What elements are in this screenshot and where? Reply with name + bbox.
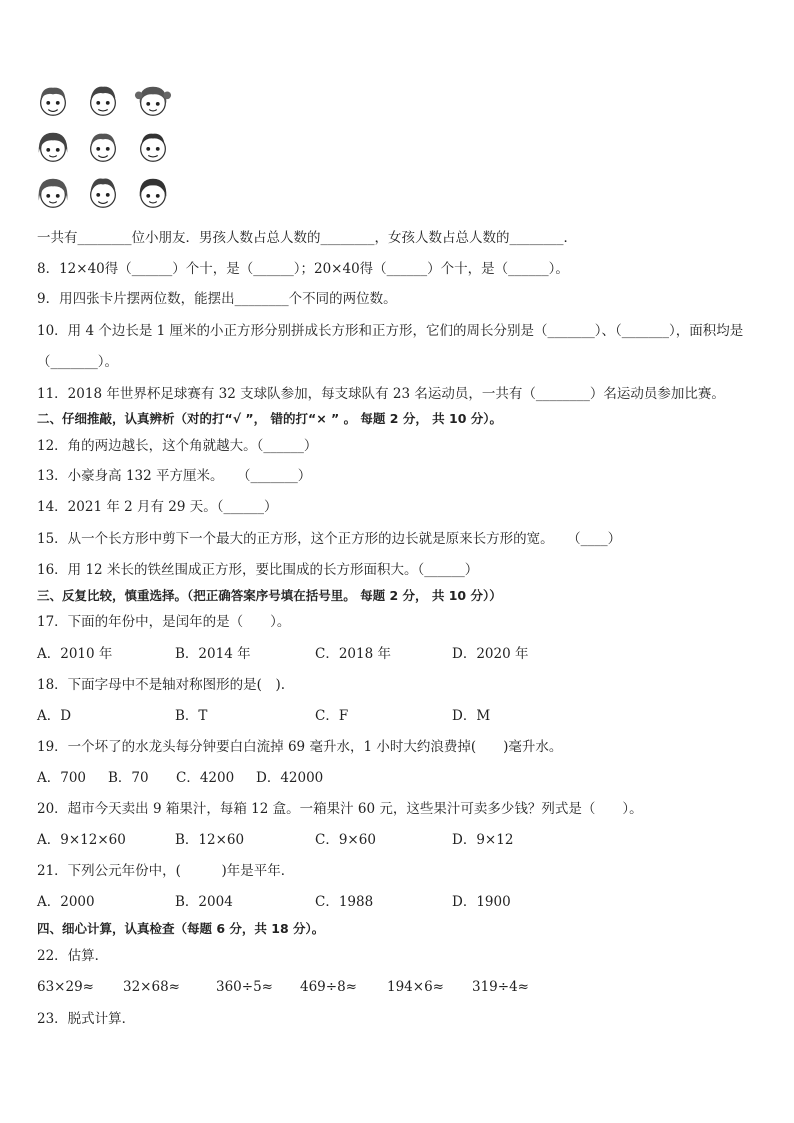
- question-11-text: 11．2018 年世界杯足球赛有 32 支球队参加，每支球队有 23 名运动员，一共有（________）名运动员参加比赛。: [37, 386, 725, 402]
- q21-option-c[interactable]: C．1988: [315, 894, 374, 910]
- q17-option-c[interactable]: C．2018 年: [315, 646, 391, 662]
- estimate-item: 360÷5≈: [216, 979, 273, 995]
- estimate-item: 194×6≈: [387, 979, 444, 995]
- children-faces-image: [34, 82, 184, 214]
- boy-face-icon: [34, 82, 72, 120]
- question-19-text: 19．一个坏了的水龙头每分钟要白白流掉 69 毫升水，1 小时大约浪费掉( )毫升水。: [37, 739, 563, 755]
- boy-face-icon: [84, 82, 122, 120]
- question-8-text: 8．12×40得（______）个十，是（______）；20×40得（______）个十，是（______）。: [37, 261, 569, 277]
- question-14-text: 14．2021 年 2 月有 29 天。（______）: [37, 499, 278, 515]
- section-2-heading: 二、仔细推敲，认真辨析（对的打“√ ”， 错的打“× ” 。 每题 2 分， 共 10 分）。: [37, 411, 503, 426]
- girl-face-icon: [134, 82, 172, 120]
- estimate-item: 63×29≈: [37, 979, 94, 995]
- question-18-text: 18．下面字母中不是轴对称图形的是( ).: [37, 677, 286, 693]
- q17-option-b[interactable]: B．2014 年: [175, 646, 251, 662]
- question-20-text: 20．超市今天卖出 9 箱果汁，每箱 12 盒。一箱果汁 60 元，这些果汁可卖多少钱？列式是（ ）。: [37, 801, 643, 817]
- q18-option-d[interactable]: D．M: [452, 708, 491, 724]
- q17-option-d[interactable]: D．2020 年: [452, 646, 529, 662]
- boy-face-icon: [134, 128, 172, 166]
- q19-option-d[interactable]: D．42000: [256, 770, 324, 786]
- q18-option-c[interactable]: C．F: [315, 708, 349, 724]
- section-3-heading: 三、反复比较，慎重选择。（把正确答案序号填在括号里。 每题 2 分， 共 10 分））: [37, 588, 502, 603]
- q20-option-c[interactable]: C．9×60: [315, 832, 376, 848]
- boy-face-icon: [84, 174, 122, 212]
- q21-option-a[interactable]: A．2000: [37, 894, 95, 910]
- question-7-text: 一共有________位小朋友．男孩人数占总人数的________，女孩人数占总人数的________．: [37, 230, 577, 246]
- question-16-text: 16．用 12 米长的铁丝围成正方形，要比围成的长方形面积大。（______）: [37, 562, 479, 578]
- estimate-item: 469÷8≈: [300, 979, 357, 995]
- girl-face-icon: [34, 128, 72, 166]
- question-10-line1: 10．用 4 个边长是 1 厘米的小正方形分别拼成长方形和正方形，它们的周长分别是（_______）、（_______），面积均是: [37, 323, 744, 339]
- q20-option-d[interactable]: D．9×12: [452, 832, 514, 848]
- estimate-item: 319÷4≈: [472, 979, 529, 995]
- q19-option-b[interactable]: B．70: [108, 770, 149, 786]
- question-22-text: 22．估算．: [37, 948, 109, 964]
- question-23-text: 23．脱式计算．: [37, 1011, 136, 1027]
- q19-option-c[interactable]: C．4200: [176, 770, 235, 786]
- estimate-item: 32×68≈: [123, 979, 180, 995]
- q19-option-a[interactable]: A．700: [37, 770, 87, 786]
- section-4-heading: 四、细心计算，认真检查（每题 6 分，共 18 分）。: [37, 921, 325, 936]
- q20-option-b[interactable]: B．12×60: [175, 832, 245, 848]
- question-9-text: 9．用四张卡片摆两位数，能摆出________个不同的两位数。: [37, 291, 397, 307]
- q18-option-b[interactable]: B．T: [175, 708, 208, 724]
- girl-face-icon: [34, 174, 72, 212]
- q17-option-a[interactable]: A．2010 年: [37, 646, 113, 662]
- q21-option-b[interactable]: B．2004: [175, 894, 233, 910]
- q18-option-a[interactable]: A．D: [37, 708, 72, 724]
- question-15-text: 15．从一个长方形中剪下一个最大的正方形，这个正方形的边长就是原来长方形的宽。 （____）: [37, 531, 622, 547]
- boy-face-icon: [84, 128, 122, 166]
- question-10-line2: （_______）。: [37, 354, 118, 370]
- question-17-text: 17．下面的年份中，是闰年的是（ ）。: [37, 614, 291, 630]
- question-12-text: 12．角的两边越长，这个角就越大。（______）: [37, 438, 318, 454]
- q21-option-d[interactable]: D．1900: [452, 894, 511, 910]
- question-21-text: 21．下列公元年份中，( )年是平年．: [37, 863, 295, 879]
- girl-face-icon: [134, 174, 172, 212]
- q20-option-a[interactable]: A．9×12×60: [37, 832, 126, 848]
- question-13-text: 13．小豪身高 132 平方厘米。 （_______）: [37, 468, 312, 484]
